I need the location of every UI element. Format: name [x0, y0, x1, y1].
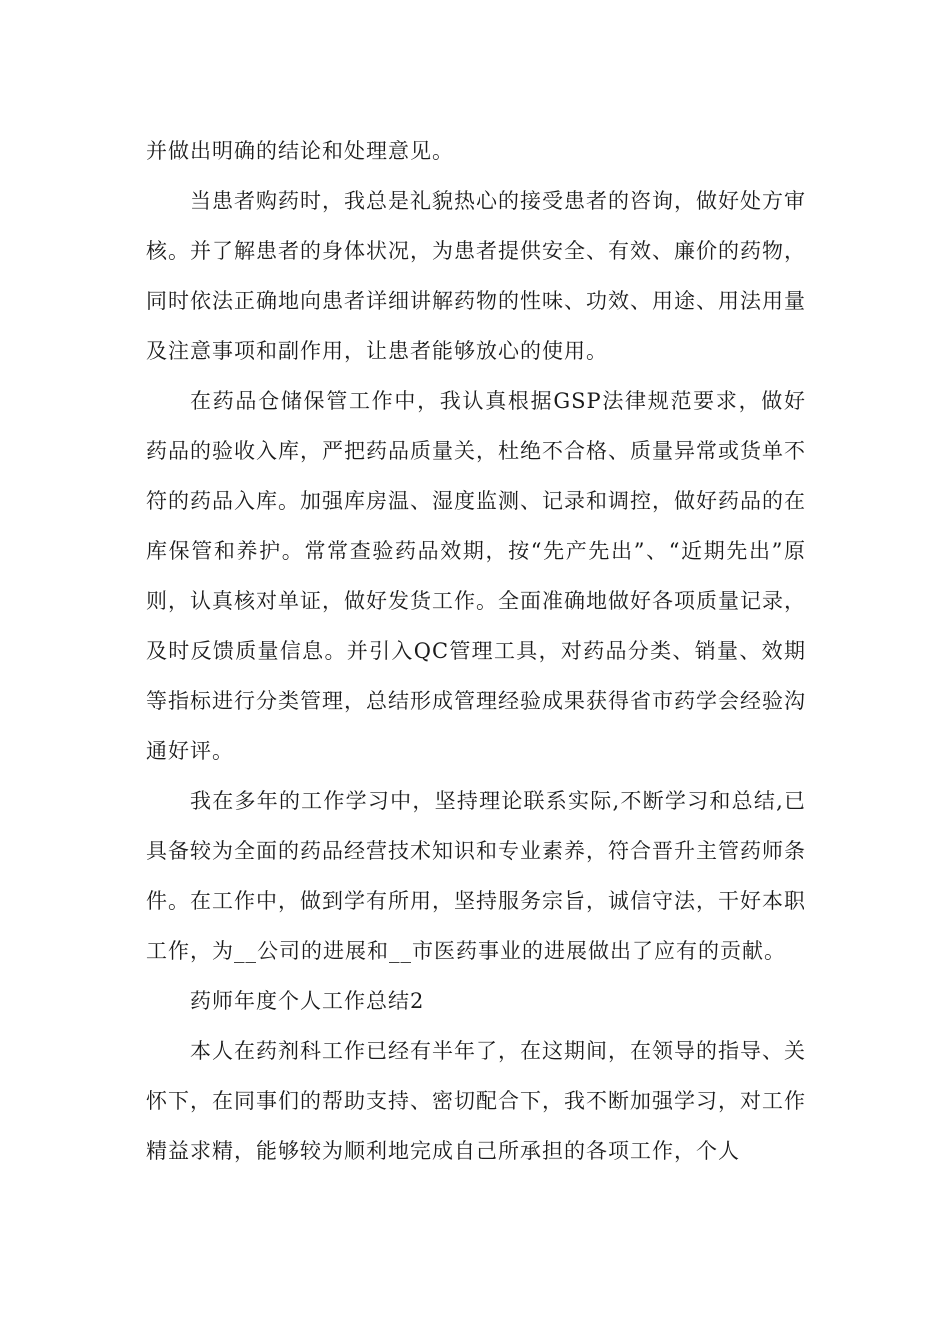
paragraph-customer-service: 当患者购药时，我总是礼貌热心的接受患者的咨询，做好处方审核。并了解患者的身体状况，为患者提供安全、有效、廉价的药物，同时依法正确地向患者详细讲解药物的性味、功效、用途、用法用量及注意事项和副作用，让患者能够放心的使用。 [146, 189, 806, 363]
paragraph-qualification: 我在多年的工作学习中，坚持理论联系实际,不断学习和总结,已具备较为全面的药品经营技术知识和专业素养，符合晋升主管药师条件。在工作中，做到学有所用，坚持服务宗旨，诚信守法，干好本职工作，为__公司的进展和__市医药事业的进展做出了应有的贡献。 [146, 789, 806, 963]
document-body [146, 126, 806, 1176]
paragraph-continuation: 并做出明确的结论和处理意见。 [146, 139, 454, 163]
paragraph-section-intro: 本人在药剂科工作已经有半年了，在这期间，在领导的指导、关怀下，在同事们的帮助支持、密切配合下，我不断加强学习，对工作精益求精，能够较为顺利地完成自己所承担的各项工作，个人 [146, 1039, 806, 1163]
paragraph-storage-management: 在药品仓储保管工作中，我认真根据GSP法律规范要求，做好药品的验收入库，严把药品质量关，杜绝不合格、质量异常或货单不符的药品入库。加强库房温、湿度监测、记录和调控，做好药品的在库保管和养护。常常查验药品效期，按“先产先出”、“近期先出”原则，认真核对单证，做好发货工作。全面准确地做好各项质量记录，及时反馈质量信息。并引入QC管理工具，对药品分类、销量、效期等指标进行分类管理，总结形成管理经验成果获得省市药学会经验沟通好评。 [146, 389, 806, 763]
section-heading: 药师年度个人工作总结2 [190, 989, 425, 1013]
